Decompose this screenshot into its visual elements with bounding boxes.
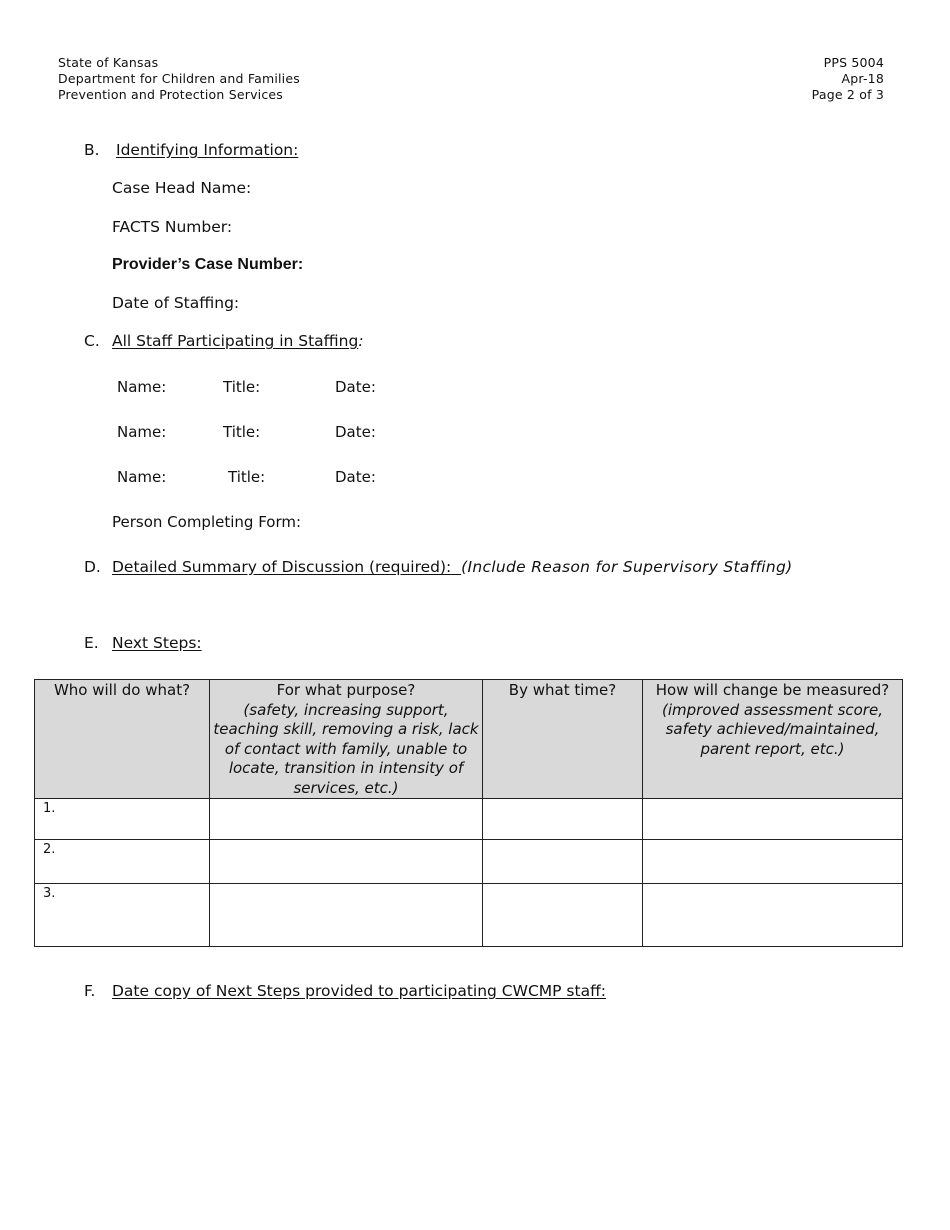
- header-left: [58, 55, 300, 103]
- staff-name-label: Name:: [117, 468, 167, 486]
- col-header-measure-sub: (improved assessment score, safety achieved/maintained, parent report, etc.): [662, 700, 883, 758]
- time-cell[interactable]: [483, 799, 643, 840]
- purpose-cell[interactable]: [210, 799, 483, 840]
- page-number: Page 2 of 3: [811, 87, 884, 102]
- purpose-cell[interactable]: [210, 884, 483, 947]
- staff-name-label: Name:: [117, 423, 167, 441]
- section-d-heading: [112, 558, 792, 576]
- form-date: Apr-18: [841, 71, 884, 86]
- row-number-cell[interactable]: 2.: [35, 840, 210, 884]
- provider-case-number-label: Provider’s Case Number:: [112, 256, 304, 273]
- staff-name-label: Name:: [117, 378, 167, 396]
- col-header-measure-text: How will change be measured?: [655, 681, 890, 699]
- header-division: Prevention and Protection Services: [58, 87, 284, 102]
- table-row: [35, 840, 903, 884]
- date-of-staffing-label: Date of Staffing:: [112, 294, 240, 312]
- facts-number-label: FACTS Number:: [112, 218, 233, 236]
- col-header-time-text: By what time?: [508, 681, 617, 699]
- header-department: Department for Children and Families: [58, 71, 300, 86]
- section-f-letter: F.: [84, 982, 96, 1000]
- purpose-cell[interactable]: [210, 840, 483, 884]
- col-header-purpose-sub: (safety, increasing support, teaching skill, removing a risk, lack of contact with family, unable to locate, transition in intensity of services, etc.): [213, 700, 479, 797]
- header-state: State of Kansas: [58, 55, 159, 70]
- person-completing-form-label: Person Completing Form:: [112, 513, 302, 531]
- staff-title-label: Title:: [223, 423, 261, 441]
- section-d-letter: D.: [84, 558, 101, 576]
- section-b-title: Identifying Information:: [116, 141, 299, 159]
- staff-title-label: Title:: [228, 468, 266, 486]
- row-number-cell[interactable]: 3.: [35, 884, 210, 947]
- section-e-title: Next Steps:: [112, 634, 202, 652]
- section-d-note: (Include Reason for Supervisory Staffing): [461, 558, 793, 576]
- table-row: [35, 884, 903, 947]
- col-header-who-text: Who will do what?: [53, 681, 191, 699]
- section-d-title: Detailed Summary of Discussion (required):: [112, 558, 452, 576]
- form-number: PPS 5004: [823, 55, 884, 70]
- col-header-time: [483, 680, 643, 799]
- table-row: [35, 799, 903, 840]
- section-c-title: [112, 332, 364, 350]
- section-b-letter: B.: [84, 141, 100, 159]
- section-c-title-text: All Staff Participating in Staffing: [112, 332, 359, 350]
- measure-cell[interactable]: [643, 840, 903, 884]
- col-header-who: [35, 680, 210, 799]
- staff-date-label: Date:: [335, 423, 376, 441]
- time-cell[interactable]: [483, 840, 643, 884]
- staff-title-label: Title:: [223, 378, 261, 396]
- measure-cell[interactable]: [643, 884, 903, 947]
- row-number-cell[interactable]: 1.: [35, 799, 210, 840]
- section-c-letter: C.: [84, 332, 100, 350]
- staff-date-label: Date:: [335, 378, 376, 396]
- table-header-row: [35, 680, 903, 799]
- time-cell[interactable]: [483, 884, 643, 947]
- header-right: [812, 55, 884, 103]
- case-head-name-label: Case Head Name:: [112, 179, 252, 197]
- col-header-purpose: [210, 680, 483, 799]
- measure-cell[interactable]: [643, 799, 903, 840]
- col-header-purpose-text: For what purpose?: [276, 681, 416, 699]
- staff-date-label: Date:: [335, 468, 376, 486]
- section-f-title: Date copy of Next Steps provided to participating CWCMP staff:: [112, 982, 606, 1000]
- section-c-title-colon: :: [358, 332, 364, 350]
- section-e-letter: E.: [84, 634, 99, 652]
- next-steps-table: [34, 679, 903, 947]
- col-header-measure: [643, 680, 903, 799]
